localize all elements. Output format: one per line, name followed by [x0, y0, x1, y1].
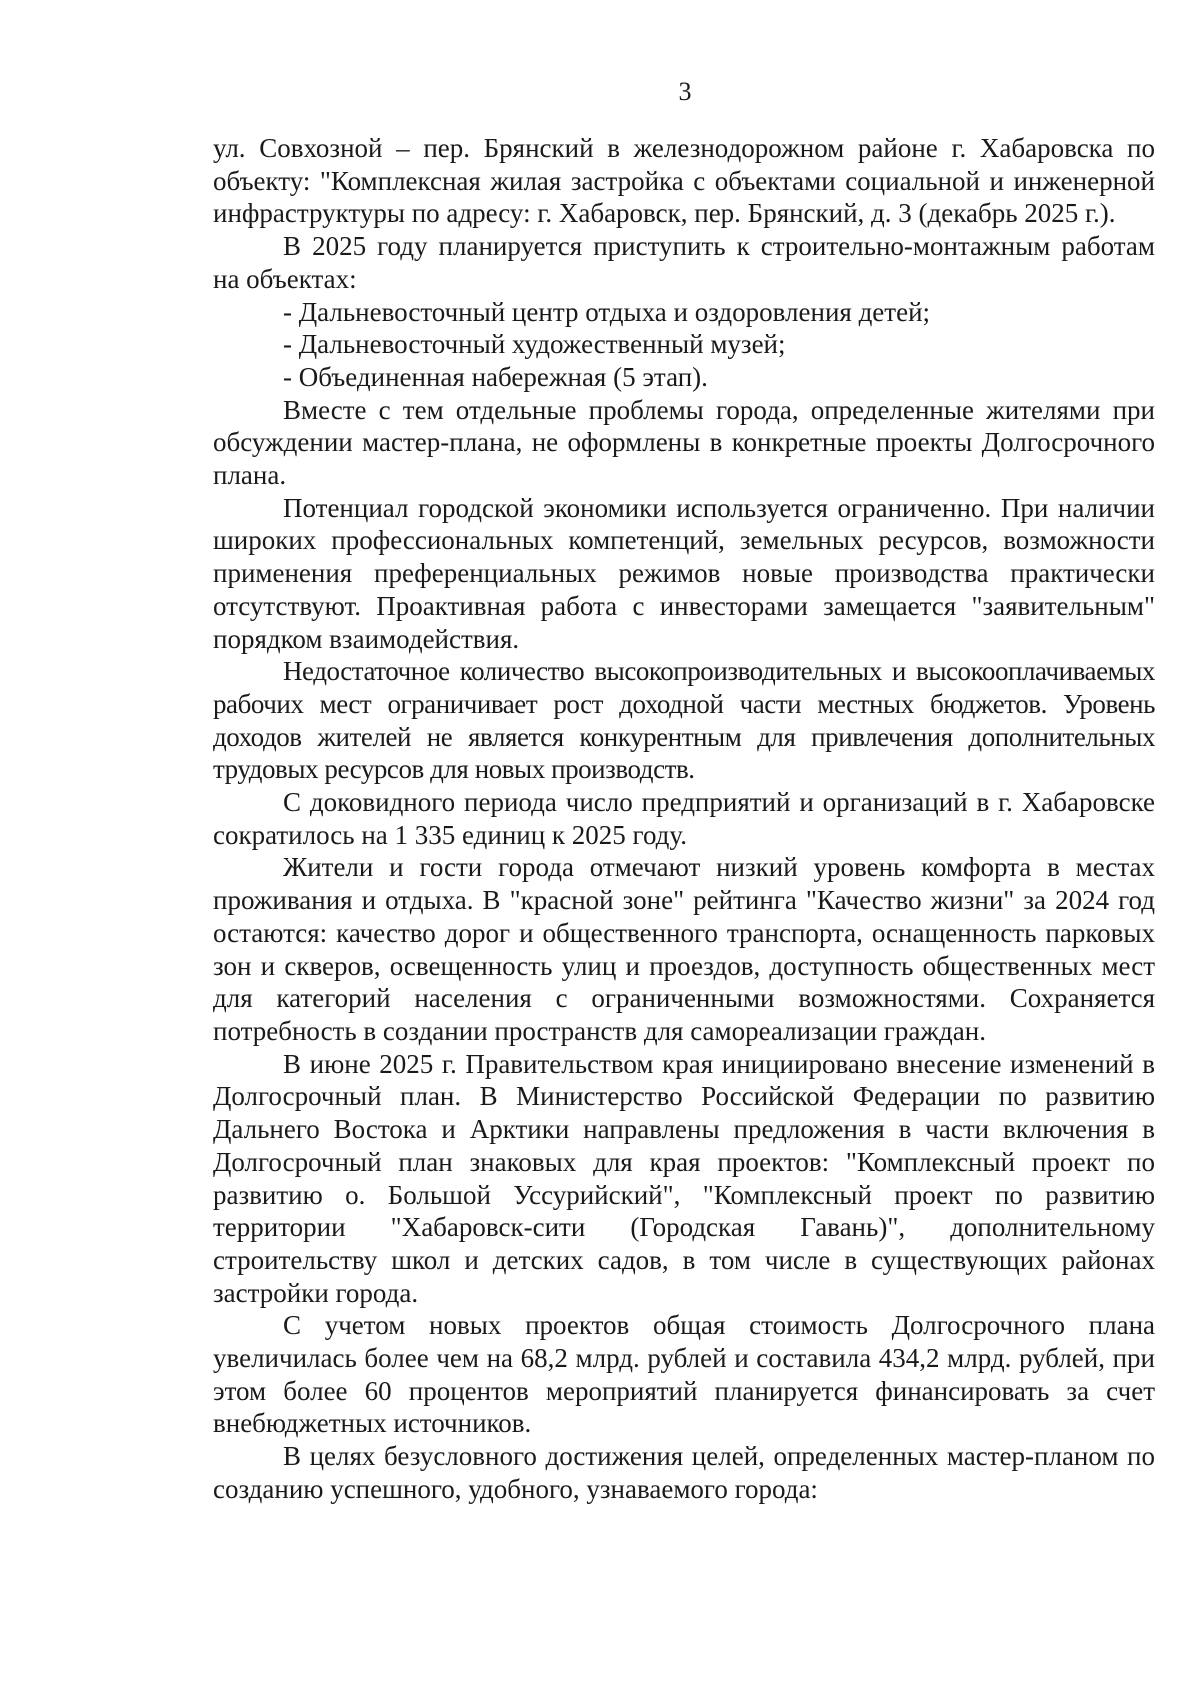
paragraph-continuation: ул. Совхозной – пер. Брянский в железнодорожном районе г. Хабаровска по объекту: "Комплексная жилая застройка с объектами социальной и инженерной инфраструктуры по адресу: г. Хабаровск, пер. Брянский, д. 3 (декабрь 2025 г.).: [213, 133, 1155, 229]
page-number: 3: [678, 77, 692, 106]
paragraph-plan-cost: С учетом новых проектов общая стоимость Долгосрочного плана увеличилась более чем на 68,2 млрд. рублей и составила 434,2 млрд. рублей, при этом более 60 процентов мероприятий планируется финансировать за счет внебюджетных источников.: [213, 1310, 1155, 1439]
list-item-art-museum: - Дальневосточный художественный музей;: [283, 329, 786, 360]
paragraph-jobs: Недостаточное количество высокопроизводительных и высокооплачиваемых рабочих мест ограничивает рост доходной части местных бюджетов. Уровень доходов жителей не является конкурентным для привлечения дополнительных трудовых ресурсов для новых производств.: [213, 656, 1155, 785]
paragraph-city-problems: Вместе с тем отдельные проблемы города, определенные жителями при обсуждении мастер-плана, не оформлены в конкретные проекты Долгосрочного плана.: [213, 394, 1155, 491]
paragraph-enterprises: С доковидного периода число предприятий и организаций в г. Хабаровске сократилось на 1 335 единиц к 2025 году.: [213, 787, 1155, 850]
paragraph-economy-potential: Потенциал городской экономики используется ограниченно. При наличии широких профессиональных компетенций, земельных ресурсов, возможности применения преференциальных режимов новые производства практически отсутствуют. Проактивная работа с инвесторами замещается "заявительным" порядком взаимодействия.: [213, 492, 1155, 654]
paragraph-plan-changes: В июне 2025 г. Правительством края инициировано внесение изменений в Долгосрочный план. В Министерство Российской Федерации по развитию Дальнего Востока и Арктики направлены предложения в части включения в Долгосрочный план знаковых для края проектов: "Комплексный проект по развитию о. Большой Уссурийский", "Комплексный проект по развитию территории "Хабаровск-сити (Городская Гавань)", дополнительному строительству школ и детских садов, в том числе в существующих районах застройки города.: [213, 1048, 1155, 1308]
list-item-children-center: - Дальневосточный центр отдыха и оздоровления детей;: [283, 296, 931, 327]
body-text: [213, 132, 1155, 1506]
list-item-embankment: - Объединенная набережная (5 этап).: [283, 361, 708, 392]
paragraph-construction-intro: В 2025 году планируется приступить к строительно-монтажным работам на объектах:: [213, 231, 1155, 294]
paragraph-comfort: Жители и гости города отмечают низкий уровень комфорта в местах проживания и отдыха. В "красной зоне" рейтинга "Качество жизни" за 2024 год остаются: качество дорог и общественного транспорта, оснащенность парковых зон и скверов, освещенность улиц и проездов, доступность общественных мест для категорий населения с ограниченными возможностями. Сохраняется потребность в создании пространств для самореализации граждан.: [213, 852, 1155, 1046]
paragraph-goals: В целях безусловного достижения целей, определенных мастер-планом по созданию успешного, удобного, узнаваемого города:: [213, 1441, 1155, 1504]
